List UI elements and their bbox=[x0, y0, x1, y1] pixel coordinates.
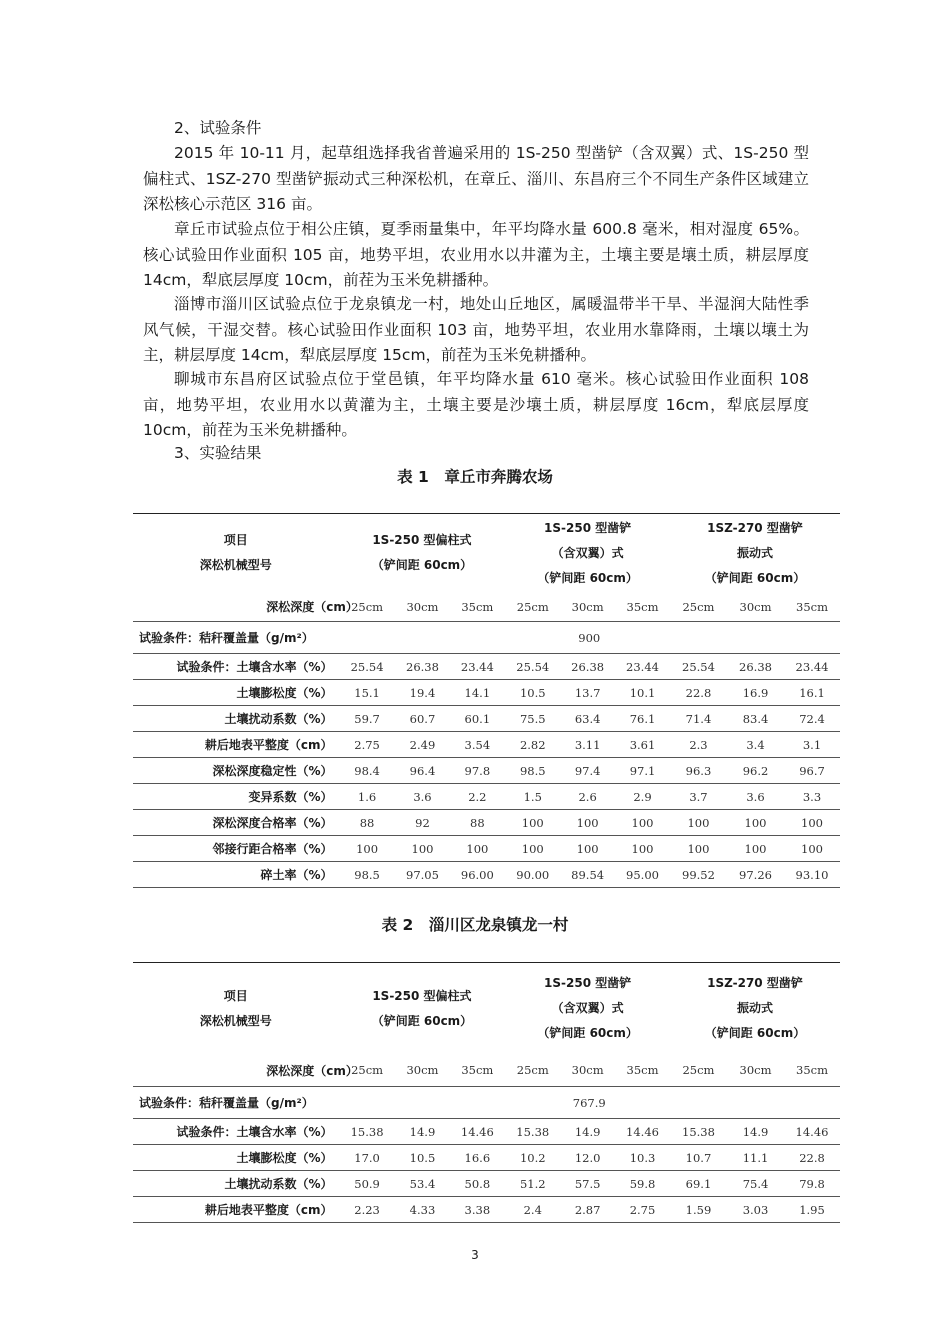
table-cell: 10.5 bbox=[505, 680, 560, 706]
table-cell: 22.8 bbox=[784, 1145, 840, 1171]
table-row bbox=[133, 706, 840, 732]
group-line: 振动式 bbox=[736, 1001, 773, 1016]
table-cell: 2.3 bbox=[670, 732, 727, 758]
table-cell: 100 bbox=[670, 836, 727, 862]
table-cell: 10.1 bbox=[615, 680, 670, 706]
depth-label: 深松深度（cm） bbox=[264, 593, 338, 622]
table-cell: 83.4 bbox=[727, 706, 784, 732]
table-cell: 71.4 bbox=[670, 706, 727, 732]
depth-cell: 25cm bbox=[670, 1055, 727, 1087]
group-line: 1S-250 型偏柱式 bbox=[372, 988, 472, 1003]
table-cell: 23.44 bbox=[784, 654, 840, 680]
straw-label: 试验条件：秸秆覆盖量（g/m²） bbox=[133, 622, 339, 654]
table-row bbox=[133, 1145, 840, 1171]
table1-corner-cell bbox=[133, 514, 339, 593]
straw-value: 900 bbox=[339, 622, 840, 654]
table-cell: 14.46 bbox=[615, 1119, 670, 1145]
table-cell: 89.54 bbox=[560, 862, 615, 888]
group-line: 1S-250 型偏柱式 bbox=[372, 533, 472, 548]
table-cell: 2.87 bbox=[560, 1197, 615, 1223]
table-cell: 59.7 bbox=[339, 706, 396, 732]
row-label: 耕后地表平整度（cm） bbox=[133, 1197, 339, 1223]
table-cell: 10.5 bbox=[396, 1145, 450, 1171]
depth-cell: 25cm bbox=[505, 1055, 560, 1087]
table-cell: 92 bbox=[396, 810, 450, 836]
row-label: 土壤扰动系数（%） bbox=[133, 1171, 339, 1197]
table-cell: 97.26 bbox=[727, 862, 784, 888]
group-line: （铲间距 60cm） bbox=[371, 1013, 473, 1028]
corner-line-model: 深松机械型号 bbox=[199, 558, 272, 573]
table-row bbox=[133, 1171, 840, 1197]
depth-cell: 35cm bbox=[449, 593, 505, 622]
table-cell: 75.5 bbox=[505, 706, 560, 732]
table-cell: 1.5 bbox=[505, 784, 560, 810]
depth-cell: 30cm bbox=[396, 1055, 450, 1087]
table-cell: 14.1 bbox=[449, 680, 505, 706]
depth-cell: 30cm bbox=[396, 593, 450, 622]
table-cell: 11.1 bbox=[727, 1145, 784, 1171]
table-cell: 3.7 bbox=[670, 784, 727, 810]
table-cell: 15.38 bbox=[505, 1119, 560, 1145]
depth-cell: 25cm bbox=[670, 593, 727, 622]
row-label: 试验条件：土壤含水率（%） bbox=[133, 1119, 339, 1145]
table-cell: 16.9 bbox=[727, 680, 784, 706]
table-cell: 17.0 bbox=[339, 1145, 396, 1171]
table-cell: 14.46 bbox=[784, 1119, 840, 1145]
table-row bbox=[133, 1197, 840, 1223]
table-cell: 2.75 bbox=[615, 1197, 670, 1223]
table-cell: 60.7 bbox=[396, 706, 450, 732]
row-label: 土壤扰动系数（%） bbox=[133, 706, 339, 732]
table2-depth-row bbox=[133, 1055, 840, 1087]
group-line: 1SZ-270 型凿铲 bbox=[707, 976, 803, 991]
table-cell: 99.52 bbox=[670, 862, 727, 888]
table-cell: 96.7 bbox=[784, 758, 840, 784]
table2 bbox=[133, 962, 840, 1223]
table-cell: 15.38 bbox=[670, 1119, 727, 1145]
depth-cell: 30cm bbox=[560, 593, 615, 622]
table-cell: 100 bbox=[615, 836, 670, 862]
table1-depth-row bbox=[133, 593, 840, 622]
table-cell: 14.9 bbox=[560, 1119, 615, 1145]
table-cell: 2.4 bbox=[505, 1197, 560, 1223]
row-label: 深松深度稳定性（%） bbox=[133, 758, 339, 784]
table-row bbox=[133, 758, 840, 784]
table-cell: 75.4 bbox=[727, 1171, 784, 1197]
table-cell: 2.23 bbox=[339, 1197, 396, 1223]
table-cell: 60.1 bbox=[449, 706, 505, 732]
group-line: 1SZ-270 型凿铲 bbox=[707, 520, 803, 535]
table-row bbox=[133, 810, 840, 836]
table-cell: 26.38 bbox=[396, 654, 450, 680]
table-cell: 72.4 bbox=[784, 706, 840, 732]
table-cell: 12.0 bbox=[560, 1145, 615, 1171]
table-cell: 1.95 bbox=[784, 1197, 840, 1223]
depth-cell: 35cm bbox=[449, 1055, 505, 1087]
table-cell: 57.5 bbox=[560, 1171, 615, 1197]
table-row bbox=[133, 862, 840, 888]
table-cell: 19.4 bbox=[396, 680, 450, 706]
table-cell: 14.46 bbox=[449, 1119, 505, 1145]
table-cell: 3.1 bbox=[784, 732, 840, 758]
depth-cell: 35cm bbox=[784, 593, 840, 622]
table-cell: 100 bbox=[560, 836, 615, 862]
table-cell: 3.3 bbox=[784, 784, 840, 810]
table-cell: 1.59 bbox=[670, 1197, 727, 1223]
corner-line-item: 项目 bbox=[223, 533, 248, 548]
group-line: （铲间距 60cm） bbox=[537, 1026, 638, 1041]
table-cell: 22.8 bbox=[670, 680, 727, 706]
table-cell: 23.44 bbox=[615, 654, 670, 680]
depth-cell: 35cm bbox=[615, 1055, 670, 1087]
table-row bbox=[133, 654, 840, 680]
table-cell: 100 bbox=[615, 810, 670, 836]
table-cell: 100 bbox=[396, 836, 450, 862]
table-row bbox=[133, 1119, 840, 1145]
table-cell: 3.38 bbox=[449, 1197, 505, 1223]
table2-straw-row bbox=[133, 1087, 840, 1119]
table-cell: 3.54 bbox=[449, 732, 505, 758]
paragraph-zhangqiu: 章丘市试验点位于相公庄镇，夏季雨量集中，年平均降水量 600.8 毫米，相对湿度 65%。核心试验田作业面积 105 亩，地势平坦，农业用水以井灌为主，土壤主要是壤土质，耕层厚度 14cm，犁底层厚度 10cm，前茬为玉米免耕播种。 bbox=[143, 220, 809, 289]
table-row bbox=[133, 784, 840, 810]
table1-group-chisel-wing bbox=[505, 514, 670, 593]
table-cell: 93.10 bbox=[784, 862, 840, 888]
table-cell: 23.44 bbox=[449, 654, 505, 680]
table-cell: 15.38 bbox=[339, 1119, 396, 1145]
table-cell: 97.1 bbox=[615, 758, 670, 784]
depth-cell: 30cm bbox=[727, 1055, 784, 1087]
paragraph-overview: 2015 年 10-11 月，起草组选择我省普遍采用的 1S-250 型凿铲（含双翼）式、1S-250 型偏柱式、1SZ-270 型凿铲振动式三种深松机，在章丘、淄川、东昌府三个不同生产条件区域建立深松核心示范区 316 亩。 bbox=[143, 144, 809, 213]
group-line: （含双翼）式 bbox=[551, 1001, 624, 1016]
corner-line-model: 深松机械型号 bbox=[199, 1013, 272, 1028]
row-label: 耕后地表平整度（cm） bbox=[133, 732, 339, 758]
group-line: （含双翼）式 bbox=[551, 545, 624, 560]
table2-group-chisel-wing bbox=[505, 963, 670, 1055]
group-line: （铲间距 60cm） bbox=[704, 570, 806, 585]
group-line: 振动式 bbox=[736, 545, 773, 560]
section-heading-results: 3、实验结果 bbox=[174, 444, 262, 462]
table-row bbox=[133, 836, 840, 862]
straw-value: 767.9 bbox=[339, 1087, 840, 1119]
group-line: （铲间距 60cm） bbox=[537, 570, 638, 585]
table-cell: 79.8 bbox=[784, 1171, 840, 1197]
table-cell: 3.6 bbox=[727, 784, 784, 810]
row-label: 深松深度合格率（%） bbox=[133, 810, 339, 836]
page-number: 3 bbox=[471, 1248, 479, 1262]
table-cell: 14.9 bbox=[727, 1119, 784, 1145]
table-cell: 16.6 bbox=[449, 1145, 505, 1171]
table-cell: 88 bbox=[449, 810, 505, 836]
table-cell: 25.54 bbox=[505, 654, 560, 680]
table-cell: 15.1 bbox=[339, 680, 396, 706]
table-cell: 88 bbox=[339, 810, 396, 836]
table-cell: 59.8 bbox=[615, 1171, 670, 1197]
table-cell: 2.2 bbox=[449, 784, 505, 810]
table-cell: 25.54 bbox=[339, 654, 396, 680]
group-line: 1S-250 型凿铲 bbox=[544, 520, 632, 535]
row-label: 碎土率（%） bbox=[133, 862, 339, 888]
table-cell: 90.00 bbox=[505, 862, 560, 888]
table-cell: 95.00 bbox=[615, 862, 670, 888]
paragraph-dongchangfu: 聊城市东昌府区试验点位于堂邑镇，年平均降水量 610 毫米。核心试验田作业面积 108 亩，地势平坦，农业用水以黄灌为主，土壤主要是沙壤土质，耕层厚度 16cm，犁底层厚度 10cm，前茬为玉米免耕播种。 bbox=[143, 370, 809, 439]
table2-header-row bbox=[133, 963, 840, 1055]
table1-group-offset-column bbox=[339, 514, 506, 593]
table-cell: 3.11 bbox=[560, 732, 615, 758]
table-cell: 97.05 bbox=[396, 862, 450, 888]
depth-cell: 25cm bbox=[505, 593, 560, 622]
table-cell: 100 bbox=[560, 810, 615, 836]
depth-cell: 30cm bbox=[560, 1055, 615, 1087]
table-cell: 16.1 bbox=[784, 680, 840, 706]
table-cell: 100 bbox=[505, 836, 560, 862]
table-cell: 63.4 bbox=[560, 706, 615, 732]
straw-label: 试验条件：秸秆覆盖量（g/m²） bbox=[133, 1087, 339, 1119]
table-cell: 50.8 bbox=[449, 1171, 505, 1197]
table1-header-row bbox=[133, 514, 840, 593]
row-label: 土壤膨松度（%） bbox=[133, 680, 339, 706]
table-cell: 96.4 bbox=[396, 758, 450, 784]
table-cell: 53.4 bbox=[396, 1171, 450, 1197]
table-cell: 13.7 bbox=[560, 680, 615, 706]
table2-group-vibrating bbox=[670, 963, 840, 1055]
table2-caption: 表 2 淄川区龙泉镇龙一村 bbox=[381, 916, 569, 934]
table-cell: 26.38 bbox=[560, 654, 615, 680]
table-cell: 96.3 bbox=[670, 758, 727, 784]
table-cell: 2.49 bbox=[396, 732, 450, 758]
table-cell: 4.33 bbox=[396, 1197, 450, 1223]
table-cell: 51.2 bbox=[505, 1171, 560, 1197]
table-cell: 100 bbox=[670, 810, 727, 836]
table-cell: 26.38 bbox=[727, 654, 784, 680]
table-cell: 2.6 bbox=[560, 784, 615, 810]
table-cell: 3.61 bbox=[615, 732, 670, 758]
table1 bbox=[133, 513, 840, 888]
group-line: 1S-250 型凿铲 bbox=[544, 976, 632, 991]
table-cell: 96.2 bbox=[727, 758, 784, 784]
table2-corner-cell bbox=[133, 963, 339, 1055]
table-cell: 100 bbox=[339, 836, 396, 862]
table-cell: 14.9 bbox=[396, 1119, 450, 1145]
table-cell: 1.6 bbox=[339, 784, 396, 810]
table-cell: 2.82 bbox=[505, 732, 560, 758]
table-cell: 3.6 bbox=[396, 784, 450, 810]
table1-straw-row bbox=[133, 622, 840, 654]
table-cell: 10.3 bbox=[615, 1145, 670, 1171]
row-label: 土壤膨松度（%） bbox=[133, 1145, 339, 1171]
table-cell: 69.1 bbox=[670, 1171, 727, 1197]
table-cell: 2.75 bbox=[339, 732, 396, 758]
table-cell: 98.5 bbox=[505, 758, 560, 784]
table-cell: 76.1 bbox=[615, 706, 670, 732]
depth-cell: 35cm bbox=[784, 1055, 840, 1087]
table1-body bbox=[133, 654, 840, 888]
table-cell: 98.4 bbox=[339, 758, 396, 784]
table2-group-offset-column bbox=[339, 963, 506, 1055]
table2-body bbox=[133, 1119, 840, 1223]
depth-label: 深松深度（cm） bbox=[264, 1055, 338, 1087]
table-cell: 98.5 bbox=[339, 862, 396, 888]
group-line: （铲间距 60cm） bbox=[371, 558, 473, 573]
table-cell: 100 bbox=[449, 836, 505, 862]
table-cell: 3.4 bbox=[727, 732, 784, 758]
table-cell: 97.8 bbox=[449, 758, 505, 784]
table-cell: 96.00 bbox=[449, 862, 505, 888]
table-cell: 100 bbox=[727, 836, 784, 862]
table1-caption: 表 1 章丘市奔腾农场 bbox=[397, 468, 553, 486]
table-cell: 2.9 bbox=[615, 784, 670, 810]
corner-line-item: 项目 bbox=[223, 988, 248, 1003]
depth-cell: 25cm bbox=[339, 1055, 396, 1087]
table-cell: 100 bbox=[505, 810, 560, 836]
depth-cell: 25cm bbox=[339, 593, 396, 622]
table-cell: 100 bbox=[784, 836, 840, 862]
section-heading-conditions: 2、试验条件 bbox=[174, 119, 262, 137]
row-label: 变异系数（%） bbox=[133, 784, 339, 810]
table-cell: 100 bbox=[784, 810, 840, 836]
depth-cell: 30cm bbox=[727, 593, 784, 622]
group-line: （铲间距 60cm） bbox=[704, 1026, 806, 1041]
table-cell: 10.2 bbox=[505, 1145, 560, 1171]
table1-group-vibrating bbox=[670, 514, 840, 593]
row-label: 试验条件：土壤含水率（%） bbox=[133, 654, 339, 680]
table-cell: 25.54 bbox=[670, 654, 727, 680]
table-cell: 3.03 bbox=[727, 1197, 784, 1223]
row-label: 邻接行距合格率（%） bbox=[133, 836, 339, 862]
paragraph-zichuan: 淄博市淄川区试验点位于龙泉镇龙一村，地处山丘地区，属暖温带半干旱、半湿润大陆性季风气候，干湿交替。核心试验田作业面积 103 亩，地势平坦，农业用水靠降雨，土壤以壤土为主，耕层厚度 14cm，犁底层厚度 15cm，前茬为玉米免耕播种。 bbox=[143, 295, 809, 364]
table-cell: 50.9 bbox=[339, 1171, 396, 1197]
depth-cell: 35cm bbox=[615, 593, 670, 622]
table-row bbox=[133, 680, 840, 706]
table-cell: 97.4 bbox=[560, 758, 615, 784]
table-cell: 10.7 bbox=[670, 1145, 727, 1171]
table-row bbox=[133, 732, 840, 758]
table-cell: 100 bbox=[727, 810, 784, 836]
